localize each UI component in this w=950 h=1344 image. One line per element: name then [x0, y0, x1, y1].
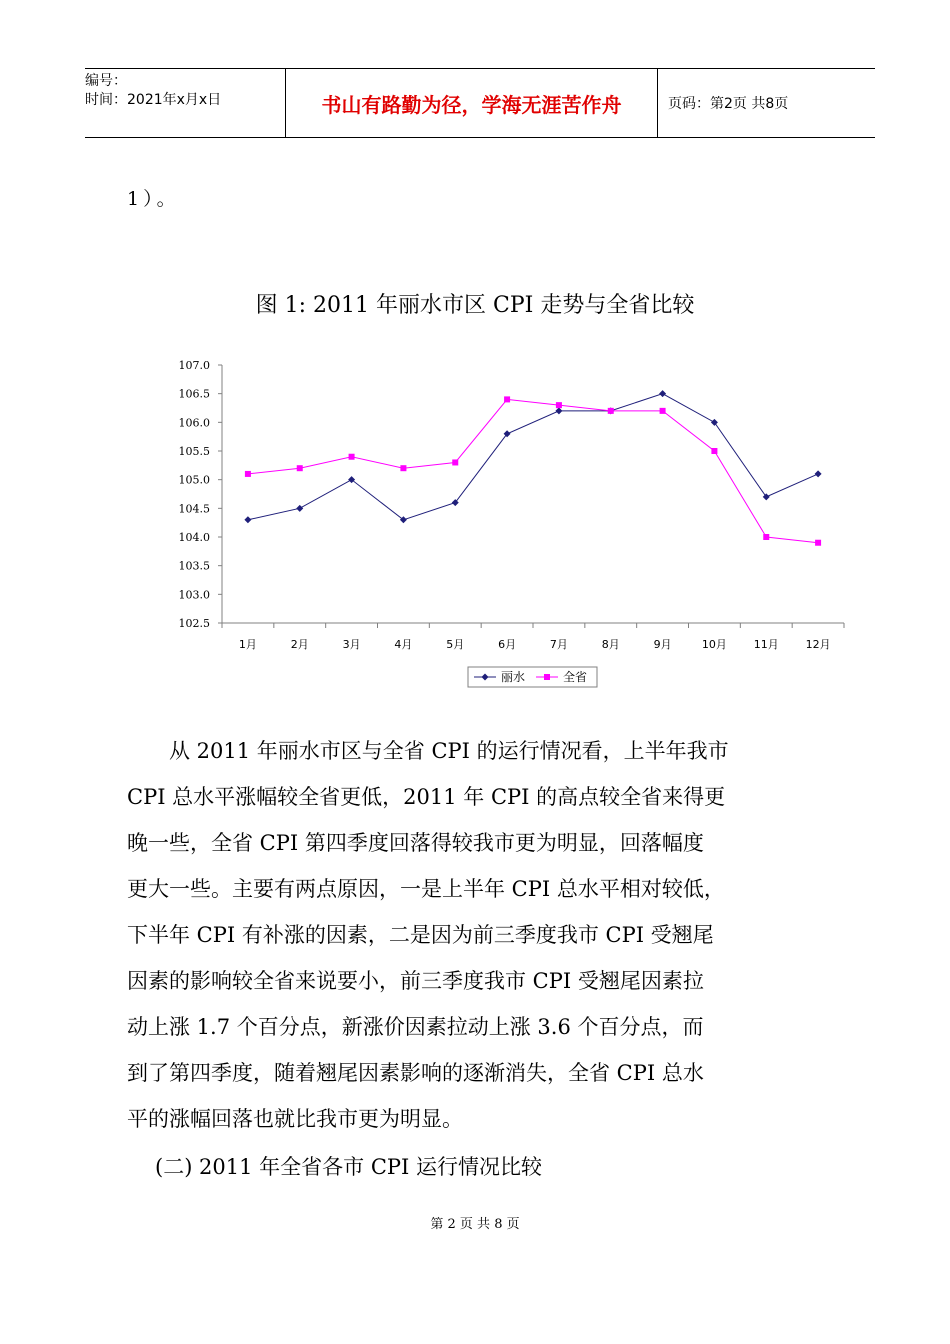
x-tick-label: 5月 [446, 638, 465, 651]
legend-label: 丽水 [501, 670, 526, 684]
data-point [711, 448, 717, 454]
series-line-2 [248, 399, 818, 542]
paragraph-1 [127, 728, 847, 1142]
data-point [452, 459, 458, 465]
x-tick-label: 2月 [290, 638, 309, 651]
paragraph-line: 因素的影响较全省来说要小，前三季度我市 CPI 受翘尾因素拉 [127, 969, 704, 993]
data-point [400, 465, 406, 471]
header-date: 时间：2021年x月x日 [85, 92, 222, 108]
y-tick-label: 103.5 [178, 559, 210, 573]
data-point [659, 390, 666, 397]
paragraph-line: 晚一些，全省 CPI 第四季度回落得较我市更为明显，回落幅度 [127, 831, 704, 855]
page-footer: 第 2 页 共 8 页 [430, 1217, 520, 1232]
y-tick-label: 104.0 [178, 531, 210, 544]
x-tick-label: 7月 [549, 638, 568, 651]
x-tick-label: 6月 [498, 638, 517, 651]
y-tick-label: 105.0 [178, 473, 210, 487]
y-tick-label: 104.5 [178, 502, 210, 516]
data-point [349, 454, 355, 460]
x-tick-label: 9月 [653, 638, 672, 651]
header-page-info: 页码：第2页 共8页 [668, 96, 789, 112]
data-point [660, 408, 666, 414]
data-point [556, 402, 562, 408]
paragraph-line: 更大一些。主要有两点原因，一是上半年 CPI 总水平相对较低， [127, 877, 725, 901]
paragraph-line: 下半年 CPI 有补涨的因素，二是因为前三季度我市 CPI 受翘尾 [127, 923, 714, 947]
data-point [504, 396, 510, 402]
header-motto: 书山有路勤为径，学海无涯苦作舟 [285, 69, 658, 137]
y-tick-label: 107.0 [178, 359, 210, 372]
text-fragment: 1）。 [127, 188, 180, 210]
paragraph-line: 动上涨 1.7 个百分点，新涨价因素拉动上涨 3.6 个百分点，而 [127, 1015, 704, 1039]
data-point [244, 516, 251, 523]
x-tick-label: 10月 [701, 638, 727, 651]
data-point [763, 534, 769, 540]
data-point [608, 408, 614, 414]
data-point [815, 470, 822, 477]
x-tick-label: 8月 [601, 638, 620, 651]
x-tick-label: 11月 [753, 638, 779, 651]
data-point [245, 471, 251, 477]
x-tick-label: 12月 [805, 638, 831, 651]
paragraph-line: 平的涨幅回落也就比我市更为明显。 [127, 1107, 463, 1131]
figure-title: 图 1: 2011 年丽水市区 CPI 走势与全省比较 [255, 293, 695, 318]
data-point [297, 465, 303, 471]
data-point [296, 505, 303, 512]
x-tick-label: 3月 [342, 638, 361, 651]
page-header [85, 68, 875, 138]
y-tick-label: 106.5 [178, 387, 210, 401]
paragraph-line: CPI 总水平涨幅较全省更低，2011 年 CPI 的高点较全省来得更 [127, 785, 726, 809]
header-info [85, 69, 285, 137]
x-tick-label: 1月 [238, 638, 257, 651]
y-tick-label: 106.0 [178, 416, 210, 430]
data-point [815, 540, 821, 546]
data-point [763, 493, 770, 500]
y-tick-label: 105.5 [178, 445, 210, 458]
header-id-label: 编号： [85, 73, 127, 89]
series-line-1 [248, 394, 818, 520]
data-point [711, 419, 718, 426]
y-tick-label: 102.5 [178, 617, 210, 630]
legend-marker [544, 674, 550, 680]
legend-label: 全省 [563, 670, 588, 684]
paragraph-2: (二) 2011 年全省各市 CPI 运行情况比较 [155, 1155, 543, 1179]
x-tick-label: 4月 [394, 638, 413, 651]
paragraph-line: 从 2011 年丽水市区与全省 CPI 的运行情况看，上半年我市 [127, 739, 729, 763]
y-tick-label: 103.0 [178, 588, 210, 602]
data-point [555, 407, 562, 414]
paragraph-line: 到了第四季度，随着翘尾因素影响的逐渐消失，全省 CPI 总水 [127, 1061, 704, 1085]
cpi-line-chart [160, 350, 860, 695]
